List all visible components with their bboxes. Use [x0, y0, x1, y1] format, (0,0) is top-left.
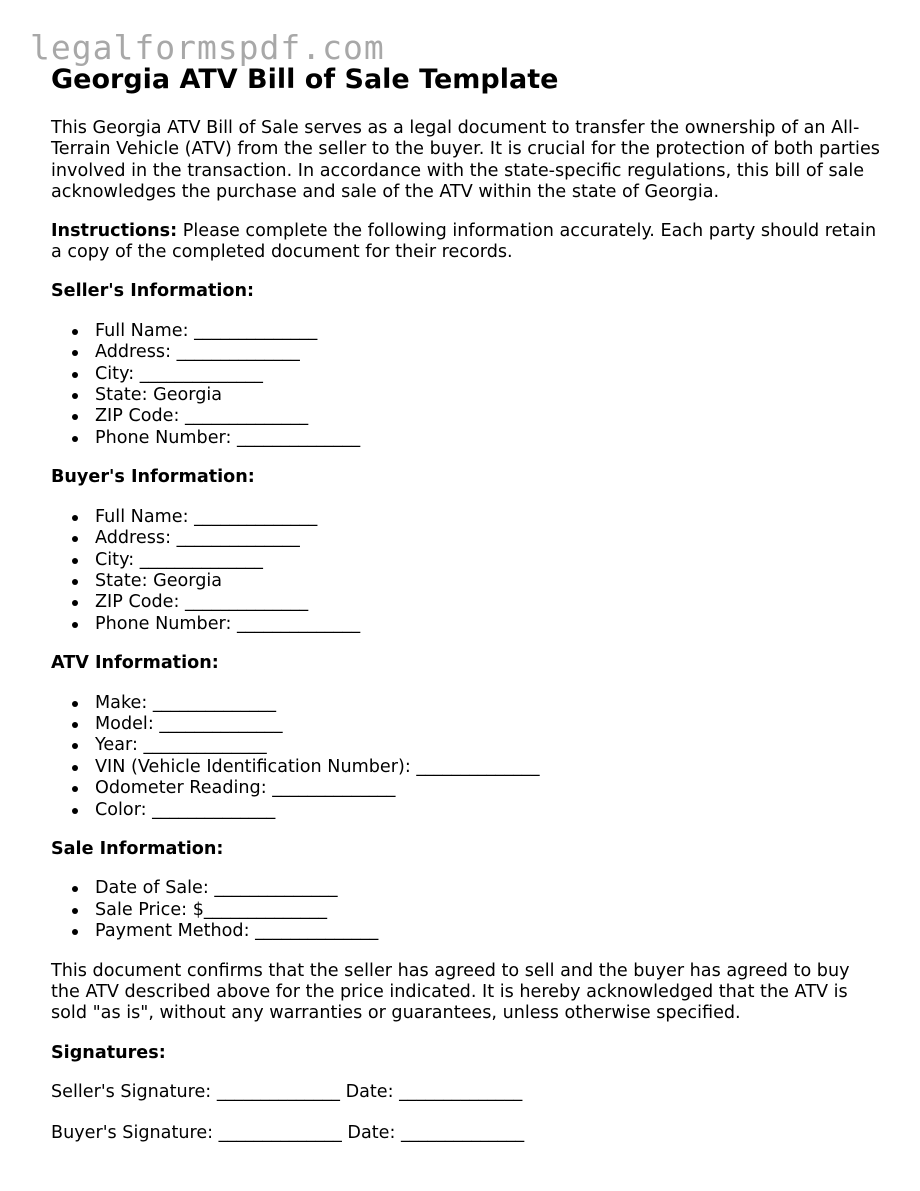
atv-section-heading: ATV Information:	[51, 653, 219, 674]
seller-address-field[interactable]: Address: ______________	[95, 342, 881, 363]
buyer-section-heading: Buyer's Information:	[51, 467, 255, 488]
seller-fields-list	[51, 321, 881, 449]
seller-state-field: State: Georgia	[95, 385, 881, 406]
atv-vin-field[interactable]: VIN (Vehicle Identification Number): ______________	[95, 757, 881, 778]
instructions-text: Please complete the following information accurately. Each party should retain a copy of the completed document for their records.	[51, 220, 877, 263]
sale-section-heading: Sale Information:	[51, 838, 224, 859]
sale-payment-method-field[interactable]: Payment Method: ______________	[95, 921, 881, 942]
buyer-city-field[interactable]: City: ______________	[95, 550, 881, 571]
atv-model-field[interactable]: Model: ______________	[95, 714, 881, 735]
atv-odometer-field[interactable]: Odometer Reading: ______________	[95, 778, 881, 799]
seller-full-name-field[interactable]: Full Name: ______________	[95, 321, 881, 342]
seller-signature-line[interactable]: Seller's Signature: ______________ Date: ______________	[51, 1082, 523, 1103]
sale-date-field[interactable]: Date of Sale: ______________	[95, 878, 881, 899]
document-body	[51, 60, 881, 1144]
seller-zip-field[interactable]: ZIP Code: ______________	[95, 406, 881, 427]
confirmation-paragraph: This document confirms that the seller has agreed to sell and the buyer has agreed to buy the ATV described above for the price indicated. It is hereby acknowledged that the ATV is sold "as is", without any warranties or guarantees, unless otherwise specified.	[51, 960, 850, 1024]
atv-color-field[interactable]: Color: ______________	[95, 800, 881, 821]
intro-paragraph: This Georgia ATV Bill of Sale serves as a legal document to transfer the ownership of an All-Terrain Vehicle (ATV) from the seller to the buyer. It is crucial for the protection of both parties involved in the transaction. In accordance with the state-specific regulations, this bill of sale acknowledges the purchase and sale of the ATV within the state of Georgia.	[51, 118, 880, 203]
instructions-label: Instructions:	[51, 220, 178, 241]
seller-city-field[interactable]: City: ______________	[95, 364, 881, 385]
signatures-section-heading: Signatures:	[51, 1042, 166, 1063]
buyer-signature-line[interactable]: Buyer's Signature: ______________ Date: ______________	[51, 1122, 525, 1143]
instructions-paragraph	[51, 221, 881, 264]
buyer-address-field[interactable]: Address: ______________	[95, 528, 881, 549]
watermark-logo: legalformspdf.com	[30, 28, 385, 67]
buyer-zip-field[interactable]: ZIP Code: ______________	[95, 592, 881, 613]
sale-price-field[interactable]: Sale Price: $______________	[95, 900, 881, 921]
page-title: Georgia ATV Bill of Sale Template	[51, 64, 559, 95]
seller-phone-field[interactable]: Phone Number: ______________	[95, 428, 881, 449]
buyer-fields-list	[51, 507, 881, 635]
atv-year-field[interactable]: Year: ______________	[95, 735, 881, 756]
sale-fields-list	[51, 878, 881, 942]
atv-fields-list	[51, 693, 881, 821]
buyer-state-field: State: Georgia	[95, 571, 881, 592]
atv-make-field[interactable]: Make: ______________	[95, 693, 881, 714]
buyer-phone-field[interactable]: Phone Number: ______________	[95, 614, 881, 635]
seller-section-heading: Seller's Information:	[51, 281, 255, 302]
buyer-full-name-field[interactable]: Full Name: ______________	[95, 507, 881, 528]
